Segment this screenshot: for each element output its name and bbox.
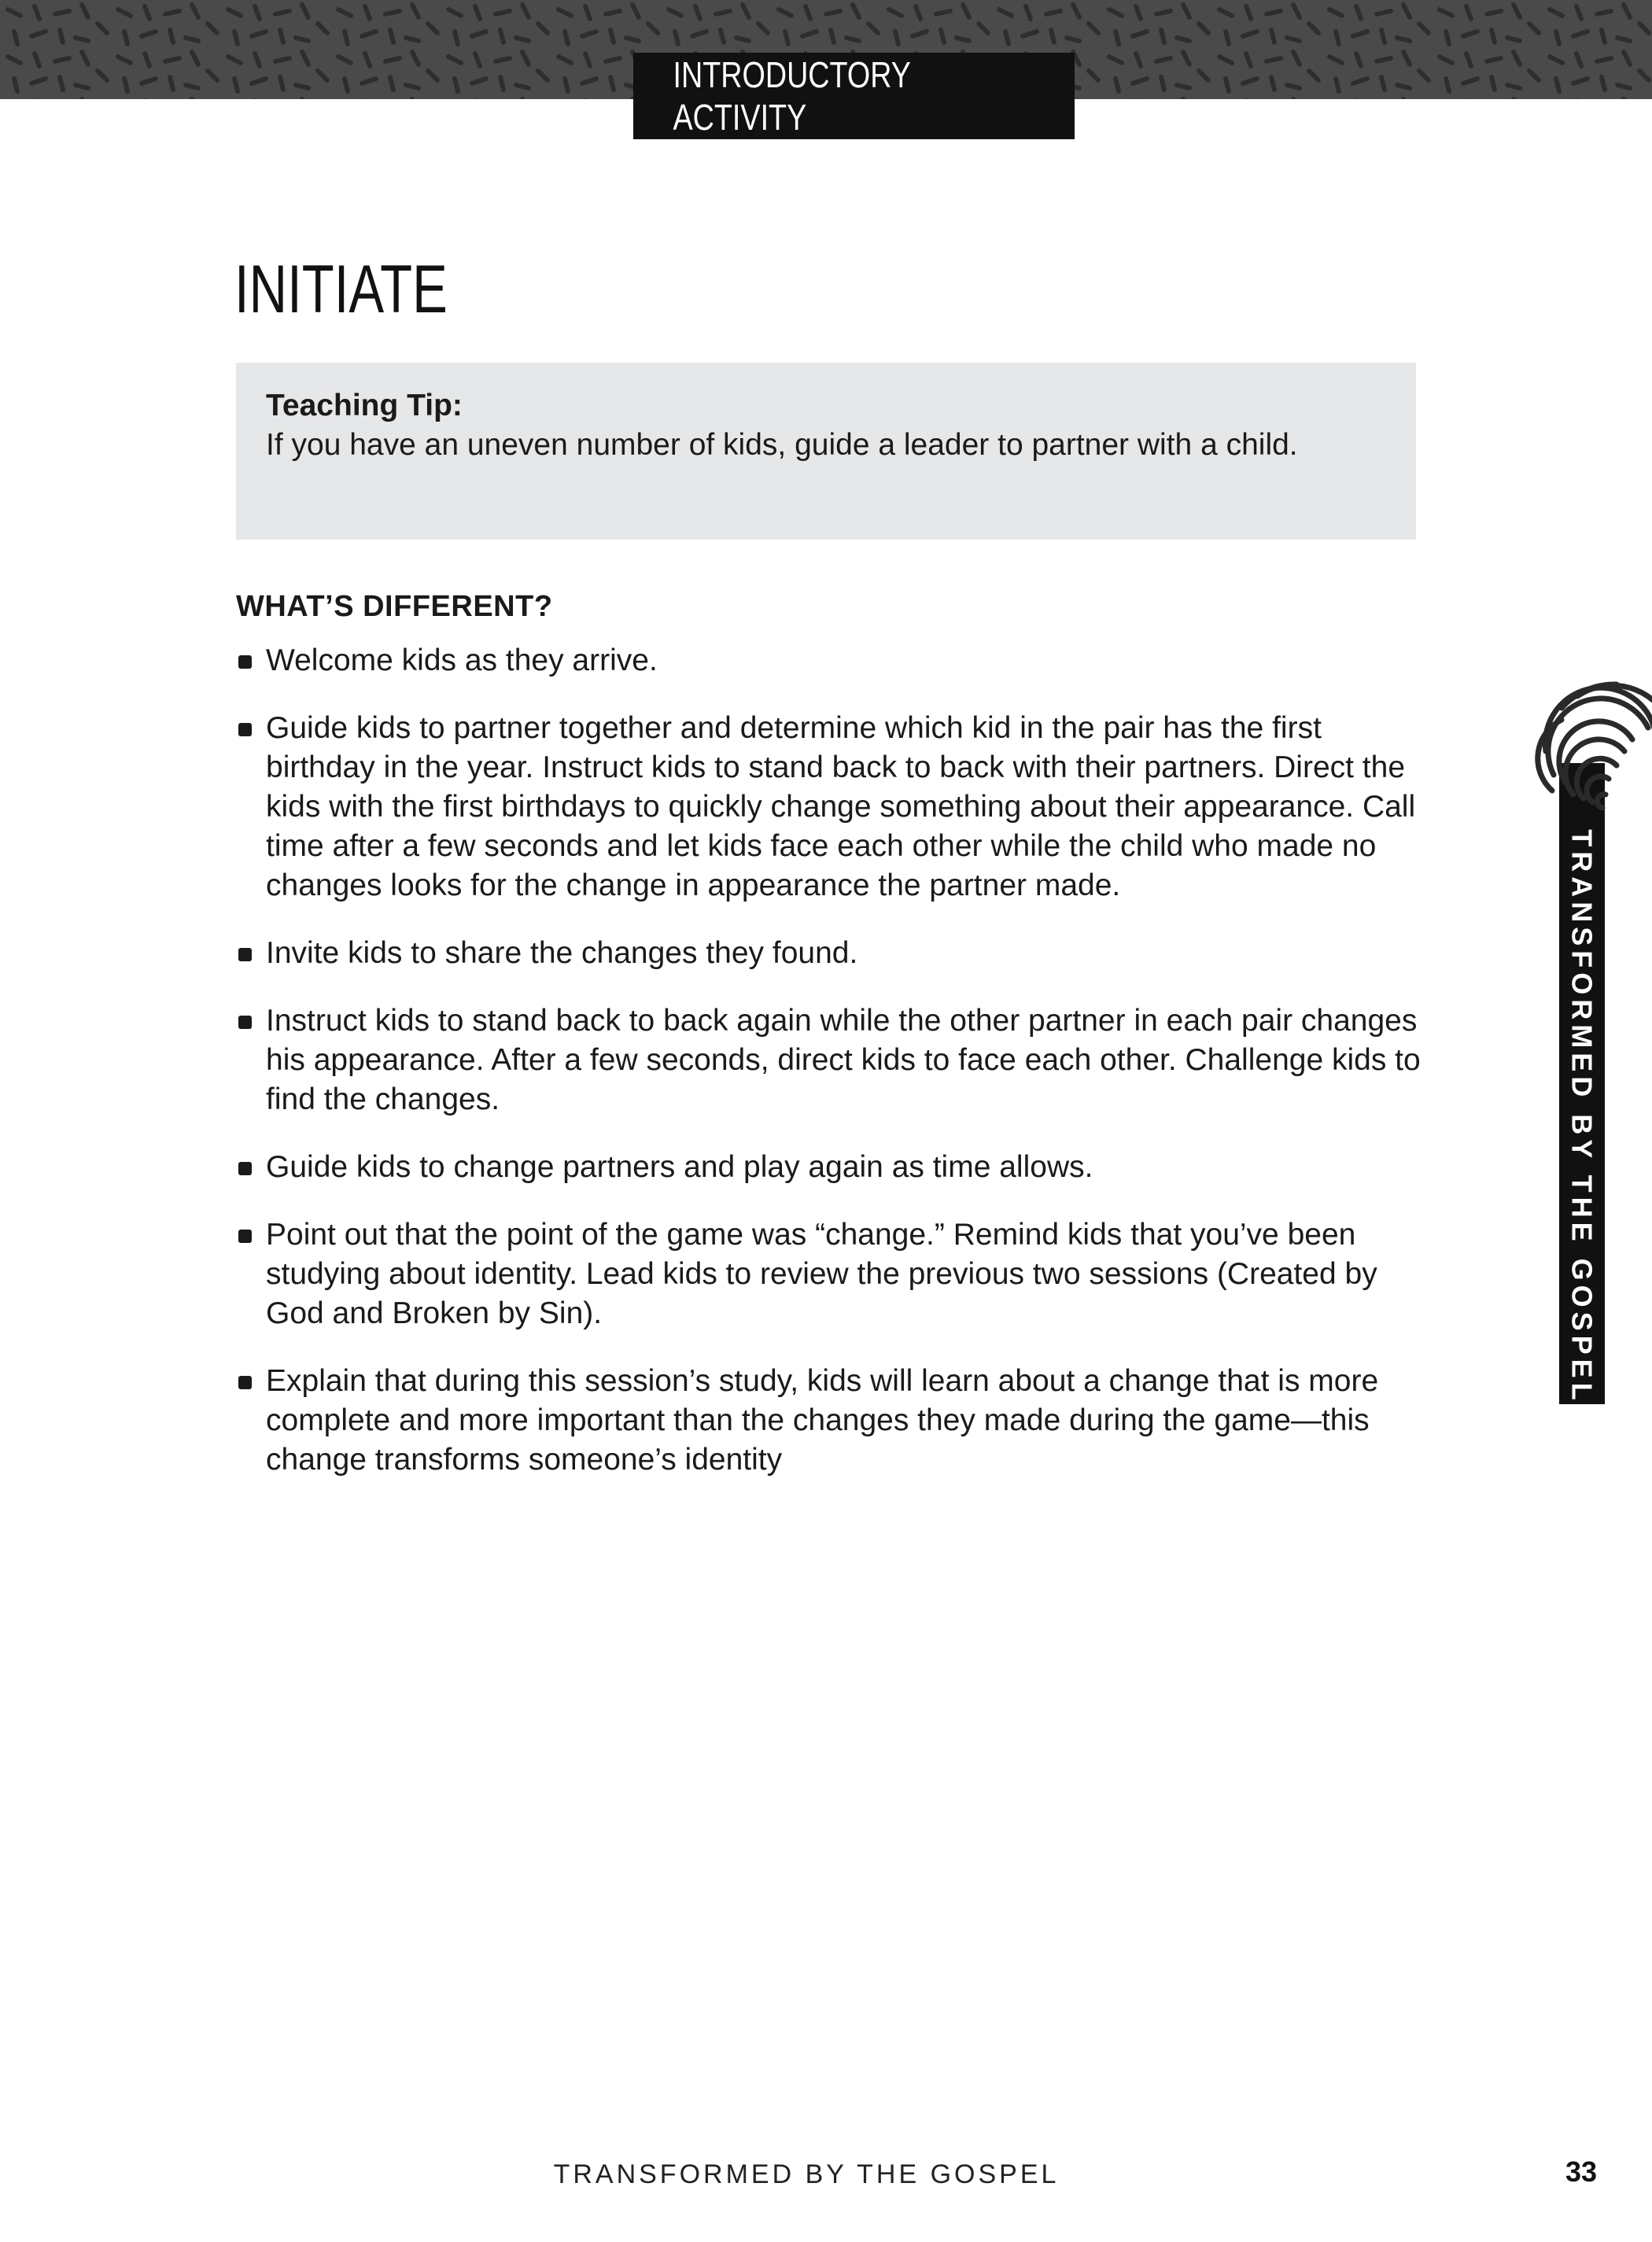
list-item [236,1148,1432,1187]
list-item-text: Invite kids to share the changes they found. [266,936,858,970]
list-item-text: Explain that during this session’s study, kids will learn about a change that is more complete and more important than the changes they made during the game—this change transforms someone’s identity [266,1364,1379,1477]
side-tab-label: TRANSFORMED BY THE GOSPEL [1566,829,1599,1405]
list-item [236,641,1432,680]
list-item [236,934,1432,973]
list-item-text: Guide kids to partner together and determine which kid in the pair has the first birthday in the year. Instruct kids to stand back to back with their partners. Direct the kids with the first birthdays to quickly change something about their appearance. Call time after a few seconds and let kids face each other while the child who made no changes looks for the change in appearance the partner made. [266,711,1416,902]
list-item [236,1362,1432,1480]
bullet-icon [238,948,252,961]
teaching-tip-body: If you have an uneven number of kids, guide a leader to partner with a child. [266,428,1298,462]
bullet-icon [238,1016,252,1029]
list-item [236,1215,1432,1333]
teaching-tip-box [236,363,1416,540]
bullet-icon [238,1162,252,1175]
bullet-icon [238,1376,252,1389]
page-number: 33 [1565,2155,1597,2188]
whats-different-heading: WHAT’S DIFFERENT? [236,590,553,623]
list-item [236,709,1432,905]
list-item-text: Instruct kids to stand back to back again while the other partner in each pair changes his appearance. After a few seconds, direct kids to face each other. Challenge kids to find the changes. [266,1004,1421,1116]
section-label [633,53,1075,139]
list-item-text: Point out that the point of the game was “change.” Remind kids that you’ve been studying about identity. Lead kids to review the previous two sessions (Created by God and Broken by Sin). [266,1218,1377,1330]
fingerprint-icon [1530,665,1652,822]
page-title-text: INITIATE [234,252,448,327]
side-tab-label-wrap [1559,829,1605,1405]
activity-steps-list [236,641,1432,1508]
list-item [236,1001,1432,1119]
teaching-tip-title: Teaching Tip: [266,389,463,422]
bullet-icon [238,723,252,736]
section-label-text: INTRODUCTORY ACTIVITY [673,54,911,138]
footer-title-text: TRANSFORMED BY THE GOSPEL [553,2159,1060,2189]
footer-title [0,2159,1652,2190]
list-item-text: Guide kids to change partners and play again as time allows. [266,1150,1093,1184]
bullet-icon [238,1230,252,1243]
bullet-icon [238,655,252,669]
list-item-text: Welcome kids as they arrive. [266,643,658,677]
page-title [234,252,507,327]
